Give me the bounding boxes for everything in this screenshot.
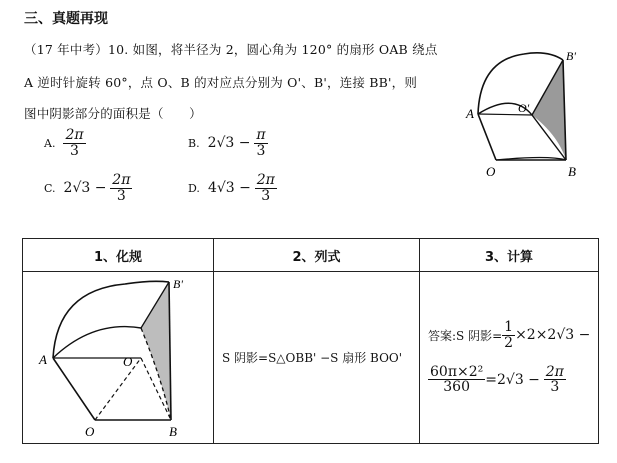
option-c-label: C. [44,181,56,195]
option-b [188,128,268,158]
sector-num: 60π×2² [430,363,484,380]
question-figure [458,40,598,180]
figure-line-ao [478,114,496,160]
option-b-label: B. [188,136,200,150]
option-a-num: 2π [65,127,84,143]
solution-label-o: O [85,424,95,439]
solution-line-ao [53,358,95,420]
option-c [44,173,132,203]
header-cell-2: 2、列式 [214,239,420,272]
header-cell-3: 3、计算 [420,239,599,272]
solution-line-o-oprime [95,358,141,420]
table-body-row [23,272,599,444]
option-d-pre: 4√3 − [207,180,251,197]
figure-label-b: B [568,164,576,179]
option-a-fraction [63,128,85,158]
figure-shaded-region [532,60,566,160]
option-b-pre: 2√3 − [207,135,251,152]
solution-label-a: A [39,352,47,367]
answer-prefix: 答案:S 阴影= [428,328,503,343]
result-den: 3 [550,379,560,396]
option-b-num: π [256,127,266,143]
option-d-num: 2π [256,172,275,188]
half-fraction [502,320,515,350]
option-c-pre: 2√3 − [63,180,107,197]
option-a-label: A. [44,136,56,150]
solution-label-b: B [169,424,177,439]
answer-line-2-mid: =2√3 − [485,371,540,388]
result-fraction [544,365,566,395]
formula-text: S 阴影=S△OBB' −S 扇形 BOO' [222,351,403,365]
option-d-fraction [255,173,277,203]
answer-line-2 [428,365,597,395]
half-num: 1 [504,319,514,336]
half-den: 2 [504,334,514,351]
option-c-num: 2π [112,172,131,188]
answer-line-1-rest: ×2×2√3 − [515,327,591,344]
option-b-fraction [254,128,267,158]
figure-label-a: A [466,106,474,121]
header-cell-1: 1、化规 [23,239,214,272]
option-d [188,173,277,203]
table-header-row [23,239,599,272]
question-line-2: A 逆时针旋转 60°，点 O、B 的对应点分别为 O'、B'，连接 BB'，则 [24,75,418,90]
solution-table [22,238,599,444]
formula-cell [214,272,420,444]
sector-den: 360 [443,379,470,396]
option-b-den: 3 [256,142,266,159]
section-title: 三、真题再现 [24,11,108,27]
option-c-fraction [110,173,132,203]
figure-label-o-prime: O' [518,101,530,115]
figure-cell [23,272,214,444]
option-d-den: 3 [261,187,271,204]
sector-fraction [428,365,485,395]
option-a-den: 3 [70,142,79,159]
calculation-cell [420,272,599,444]
option-c-den: 3 [116,187,126,204]
question-line-3: 图中阴影部分的面积是（ ） [24,106,202,121]
figure-label-o: O [486,164,496,179]
option-d-label: D. [188,181,200,195]
solution-figure [23,272,209,440]
option-a [44,128,86,158]
solution-label-b-prime: B' [173,277,183,291]
solution-label-o-prime: O [123,354,133,369]
answer-line-1 [428,320,597,350]
result-num: 2π [545,363,564,380]
question-line-1: （17 年中考）10. 如图，将半径为 2，圆心角为 120° 的扇形 OAB 绕点 [24,42,438,57]
figure-label-b-prime: B' [566,49,576,63]
